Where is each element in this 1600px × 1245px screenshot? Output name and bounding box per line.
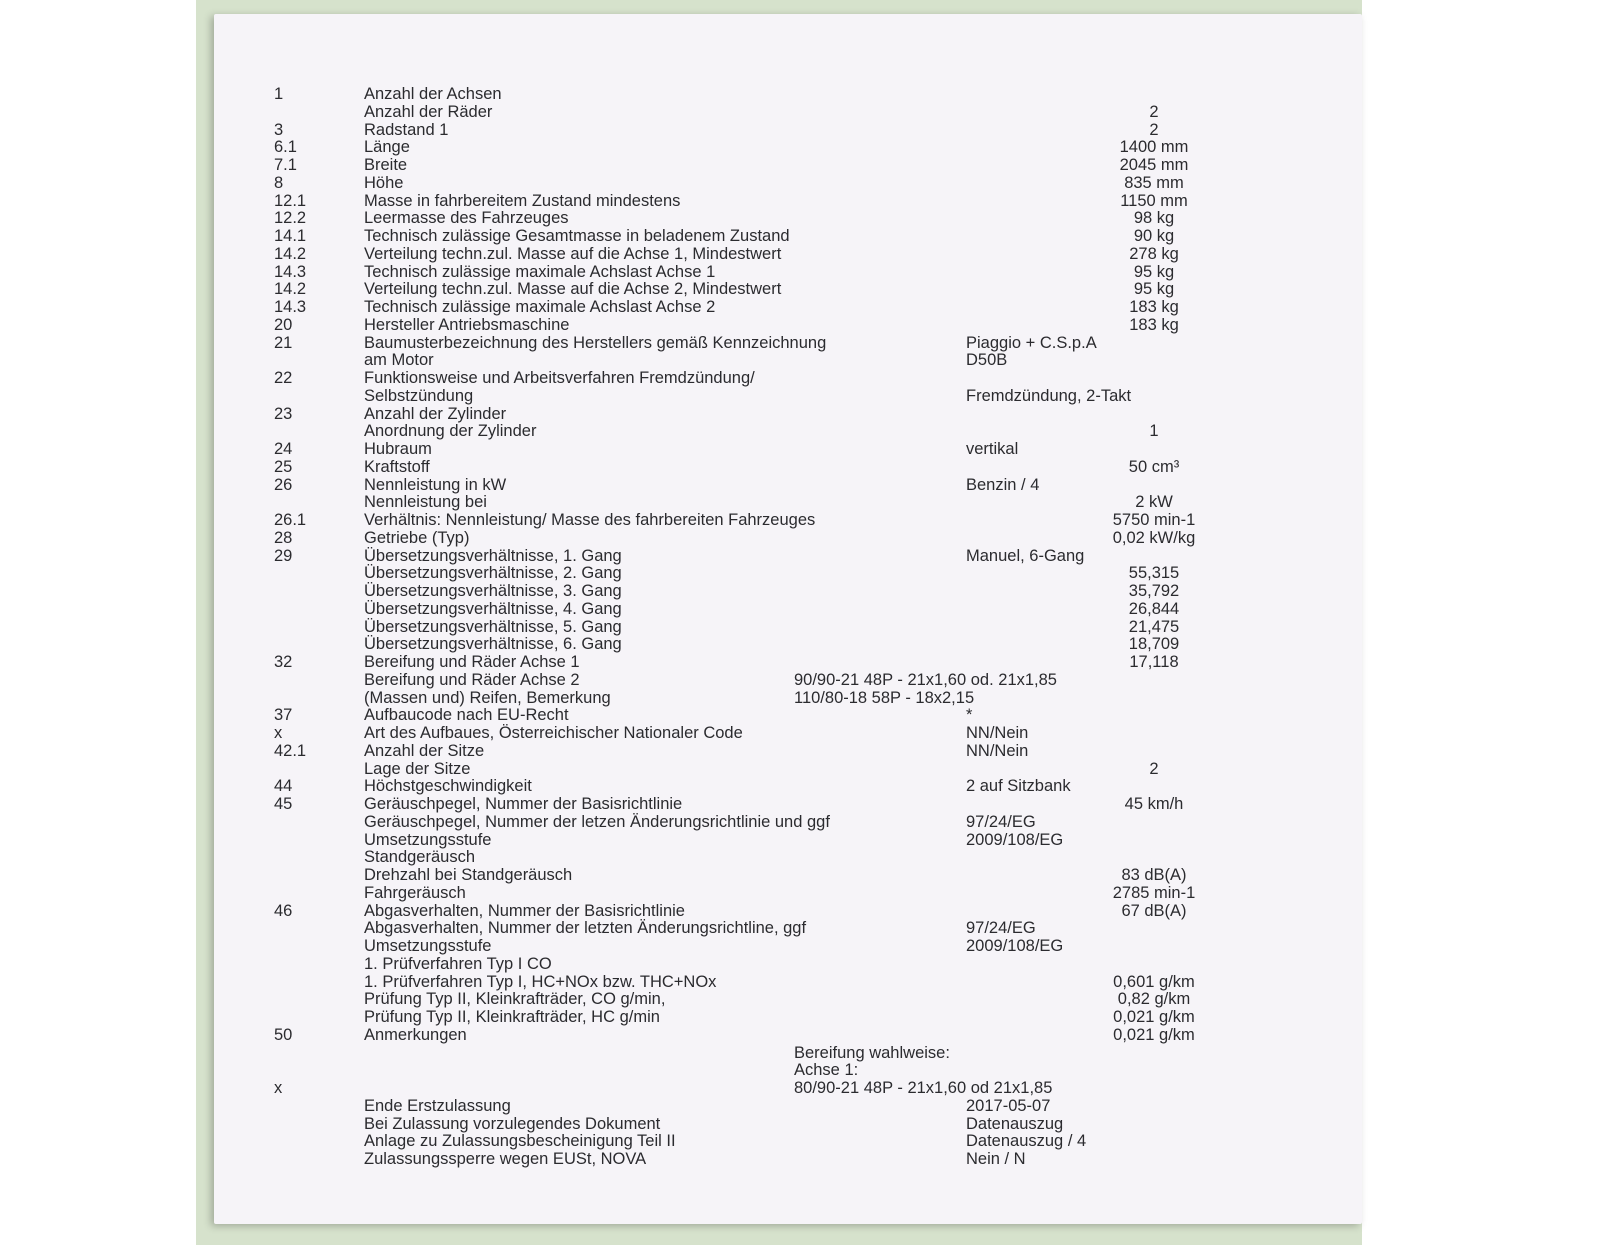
spec-value: 2 [1149,759,1159,778]
spec-row [214,743,1362,761]
spec-value: 17,118 [1129,653,1179,671]
spec-value: 2009/108/EG [966,830,1064,849]
spec-value: 2009/108/EG [966,937,1064,955]
spec-label: Anmerkungen [364,1025,467,1044]
spec-row [214,974,1362,992]
spec-row [214,1116,1362,1134]
spec-row [214,778,1362,796]
spec-number: 24 [274,440,293,458]
spec-number: 7.1 [274,156,297,174]
spec-label: Bereifung und Räder Achse 1 [364,653,580,671]
top-margin [214,14,1362,86]
spec-row [214,1027,1362,1045]
spec-label: 1. Prüfverfahren Typ I CO [364,954,552,973]
spec-label: Geräuschpegel, Nummer der Basisrichtlinie [364,795,683,813]
spec-value: 45 km/h [1124,795,1184,813]
spec-label: Anzahl der Sitze [364,741,485,760]
spec-row [214,956,1362,974]
spec-value: 55,315 [1128,564,1180,583]
spec-row [214,157,1362,175]
spec-row [214,796,1362,814]
spec-number: 1 [274,85,284,103]
spec-row [214,565,1362,583]
spec-label: Art des Aufbaues, Österreichischer Nationaler Code [364,724,743,742]
spec-label: Technisch zulässige Gesamtmasse in beladenem Zustand [364,227,790,245]
spec-label: Hubraum [364,440,432,458]
spec-number: 26.1 [274,511,307,529]
spec-label: Höchstgeschwindigkeit [364,777,532,796]
spec-row [214,1080,1362,1098]
spec-row [214,352,1362,370]
spec-value: Benzin / 4 [966,475,1040,494]
spec-number: 23 [274,404,293,423]
spec-table [214,86,1362,1169]
spec-row [214,246,1362,264]
spec-number: 46 [274,901,293,920]
spec-number: 32 [274,653,293,671]
spec-label: Übersetzungsverhältnisse, 2. Gang [364,564,622,583]
spec-row [214,193,1362,211]
spec-number: 45 [274,795,293,813]
spec-value: 97/24/EG [966,919,1036,938]
spec-value: NN/Nein [966,724,1029,742]
spec-row [214,1098,1362,1116]
spec-value: 0,02 kW/kg [1112,528,1196,547]
spec-row [214,707,1362,725]
spec-value: 90/90-21 48P - 21x1,60 od. 21x1,85 [794,670,1057,689]
spec-value: Bereifung wahlweise: [794,1043,950,1062]
spec-row [214,672,1362,690]
spec-label: am Motor [364,351,434,370]
spec-number: x [274,1079,283,1097]
spec-value: 50 cm³ [1128,457,1180,476]
spec-row [214,530,1362,548]
spec-row [214,903,1362,921]
spec-label: Übersetzungsverhältnisse, 4. Gang [364,599,622,618]
spec-number: 12.2 [274,209,307,228]
spec-label: Leermasse des Fahrzeuges [364,209,569,228]
spec-label: Standgeräusch [364,848,475,867]
spec-row [214,832,1362,850]
spec-value: 80/90-21 48P - 21x1,60 od 21x1,85 [794,1079,1053,1097]
spec-row [214,1062,1362,1080]
spec-number: 42.1 [274,741,307,760]
spec-row [214,388,1362,406]
spec-number: 14.2 [274,244,307,263]
spec-value: D50B [966,351,1008,370]
spec-value: 2 kW [1135,493,1173,512]
spec-row [214,122,1362,140]
spec-label: Aufbaucode nach EU-Recht [364,706,569,725]
spec-value: 21,475 [1128,617,1180,636]
spec-row [214,459,1362,477]
spec-value: NN/Nein [966,741,1029,760]
spec-label: Verteilung techn.zul. Masse auf die Achse 1, Mindestwert [364,244,782,263]
spec-number: 14.3 [274,298,307,316]
spec-row [214,849,1362,867]
spec-value: Fremdzündung, 2-Takt [966,386,1132,405]
spec-value: 95 kg [1133,280,1175,299]
spec-value: Datenauszug / 4 [966,1132,1087,1151]
spec-value: 183 kg [1129,298,1179,316]
spec-label: Bereifung und Räder Achse 2 [364,670,580,689]
spec-number: x [274,724,283,742]
spec-label: Verhältnis: Nennleistung/ Masse des fahrbereiten Fahrzeuges [364,511,816,529]
spec-label: Anordnung der Zylinder [364,422,537,441]
spec-number: 50 [274,1025,293,1044]
spec-label: Drehzahl bei Standgeräusch [364,866,573,884]
spec-value: 95 kg [1133,262,1175,281]
spec-row [214,1045,1362,1063]
spec-label: Verteilung techn.zul. Masse auf die Achse 2, Mindestwert [364,280,782,299]
spec-row [214,139,1362,157]
spec-row [214,406,1362,424]
spec-number: 8 [274,173,284,192]
spec-row [214,104,1362,122]
spec-number: 6.1 [274,138,297,157]
spec-label: Anzahl der Achsen [364,85,502,103]
spec-row [214,317,1362,335]
spec-label: Kraftstoff [364,457,430,476]
spec-label: Prüfung Typ II, Kleinkrafträder, CO g/min, [364,990,666,1009]
spec-number: 29 [274,546,293,565]
spec-label: Fahrgeräusch [364,883,466,902]
spec-value: vertikal [966,440,1019,458]
spec-label: Übersetzungsverhältnisse, 3. Gang [364,582,622,600]
spec-row [214,814,1362,832]
spec-row [214,1009,1362,1027]
registration-document-sheet [214,14,1362,1224]
spec-label: Funktionsweise und Arbeitsverfahren Fremdzündung/ [364,369,755,387]
spec-row [214,335,1362,353]
spec-value: 83 dB(A) [1121,866,1187,884]
spec-value: 5750 min-1 [1112,511,1196,529]
spec-label: Selbstzündung [364,386,474,405]
spec-value: 18,709 [1128,635,1180,654]
spec-value: * [966,706,973,725]
spec-label: Abgasverhalten, Nummer der Basisrichtlinie [364,901,685,920]
spec-number: 28 [274,528,293,547]
spec-label: Baumusterbezeichnung des Herstellers gemäß Kennzeichnung [364,333,827,352]
spec-label: Zulassungssperre wegen EUSt, NOVA [364,1150,647,1168]
spec-row [214,86,1362,104]
spec-number: 3 [274,120,284,139]
spec-label: Umsetzungsstufe [364,937,492,955]
spec-row [214,690,1362,708]
spec-label: Länge [364,138,410,157]
spec-value: 97/24/EG [966,812,1036,831]
spec-row [214,761,1362,779]
spec-label: Nennleistung in kW [364,475,507,494]
spec-label: Geräuschpegel, Nummer der letzen Änderungsrichtlinie und ggf [364,812,830,831]
spec-label: Bei Zulassung vorzulegendes Dokument [364,1114,661,1133]
spec-label: Höhe [364,173,404,192]
spec-row [214,477,1362,495]
spec-row [214,548,1362,566]
spec-label: Radstand 1 [364,120,449,139]
spec-label: 1. Prüfverfahren Typ I, HC+NOx bzw. THC+NOx [364,972,717,991]
spec-row [214,654,1362,672]
spec-label: Ende Erstzulassung [364,1096,511,1115]
spec-row [214,725,1362,743]
spec-label: Abgasverhalten, Nummer der letzten Änderungsrichtline, ggf [364,919,807,938]
spec-number: 26 [274,475,293,494]
spec-row [214,441,1362,459]
spec-number: 14.3 [274,262,307,281]
spec-row [214,867,1362,885]
spec-label: Übersetzungsverhältnisse, 5. Gang [364,617,622,636]
spec-label: Technisch zulässige maximale Achslast Achse 2 [364,298,716,316]
spec-row [214,920,1362,938]
spec-value: 35,792 [1128,582,1180,600]
spec-label: Breite [364,156,408,174]
spec-number: 37 [274,706,293,725]
spec-label: Hersteller Antriebsmaschine [364,315,570,334]
spec-value: 1150 mm [1120,191,1188,210]
spec-label: (Massen und) Reifen, Bemerkung [364,688,611,707]
spec-row [214,175,1362,193]
spec-value: 2 [1149,102,1159,121]
spec-label: Nennleistung bei [364,493,487,512]
spec-row [214,370,1362,388]
spec-row [214,1151,1362,1169]
spec-value: 2 auf Sitzbank [966,777,1071,796]
spec-number: 20 [274,315,293,334]
spec-label: Anlage zu Zulassungsbescheinigung Teil II [364,1132,676,1151]
spec-value: Nein / N [966,1150,1026,1168]
spec-value: Piaggio + C.S.p.A [966,333,1097,352]
spec-row [214,210,1362,228]
spec-value: Manuel, 6-Gang [966,546,1085,565]
spec-value: 26,844 [1128,599,1180,618]
spec-number: 44 [274,777,293,796]
spec-value: 110/80-18 58P - 18x2,15 [794,688,975,707]
spec-row [214,636,1362,654]
spec-label: Technisch zulässige maximale Achslast Achse 1 [364,262,716,281]
spec-value: 2 [1149,120,1159,139]
spec-value: 67 dB(A) [1121,901,1187,920]
spec-value: 0,021 g/km [1113,1008,1195,1026]
spec-label: Umsetzungsstufe [364,830,492,849]
spec-value: 98 kg [1133,209,1175,228]
spec-value: Achse 1: [794,1061,859,1080]
spec-label: Lage der Sitze [364,759,471,778]
spec-number: 25 [274,457,293,476]
spec-row [214,494,1362,512]
spec-value: 183 kg [1129,315,1179,334]
spec-value: 2785 min-1 [1112,883,1196,902]
spec-row [214,583,1362,601]
spec-number: 14.2 [274,280,307,299]
spec-row [214,281,1362,299]
spec-row [214,512,1362,530]
spec-label: Getriebe (Typ) [364,528,470,547]
spec-value: 90 kg [1133,227,1175,245]
spec-row [214,601,1362,619]
spec-label: Anzahl der Zylinder [364,404,507,423]
spec-row [214,423,1362,441]
spec-label: Masse in fahrbereitem Zustand mindestens [364,191,681,210]
spec-label: Prüfung Typ II, Kleinkrafträder, HC g/min [364,1008,660,1026]
spec-value: 2045 mm [1119,156,1189,174]
spec-label: Übersetzungsverhältnisse, 1. Gang [364,546,622,565]
spec-row [214,299,1362,317]
spec-number: 21 [274,333,293,352]
spec-value: 278 kg [1129,244,1179,263]
spec-value: 835 mm [1124,173,1184,192]
spec-label: Anzahl der Räder [364,102,493,121]
spec-row [214,1133,1362,1151]
spec-number: 14.1 [274,227,307,245]
document-rows [214,14,1362,1224]
spec-value: 0,601 g/km [1113,972,1195,991]
spec-row [214,619,1362,637]
spec-row [214,264,1362,282]
spec-value: 0,021 g/km [1113,1025,1195,1044]
spec-row [214,228,1362,246]
spec-value: 2017-05-07 [966,1096,1051,1115]
spec-value: 0,82 g/km [1117,990,1191,1009]
spec-value: Datenauszug [966,1114,1064,1133]
spec-number: 12.1 [274,191,307,210]
spec-value: 1 [1149,422,1159,441]
spec-row [214,991,1362,1009]
spec-number: 22 [274,369,293,387]
spec-row [214,938,1362,956]
spec-label: Übersetzungsverhältnisse, 6. Gang [364,635,622,654]
spec-row [214,885,1362,903]
spec-value: 1400 mm [1119,138,1189,157]
